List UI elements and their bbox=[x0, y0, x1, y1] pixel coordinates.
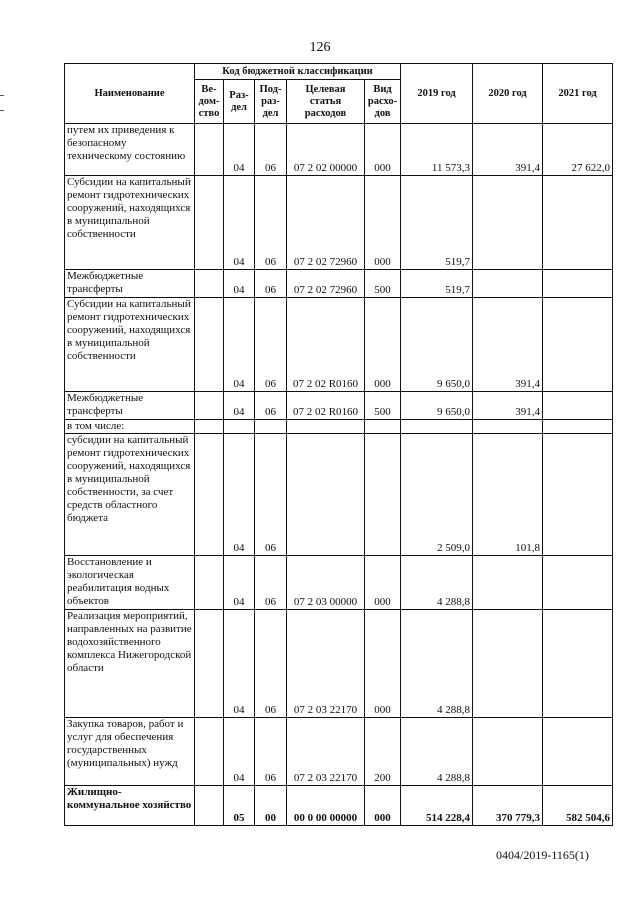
cell-razdel: 04 bbox=[224, 176, 255, 270]
cell-2021 bbox=[543, 392, 613, 420]
cell-name: путем их приведения к безопасному техническому состоянию bbox=[65, 124, 195, 176]
cell-2020 bbox=[473, 420, 543, 434]
cell-2021: 27 622,0 bbox=[543, 124, 613, 176]
cell-podrazdel: 06 bbox=[255, 270, 287, 298]
cell-target: 00 0 00 00000 bbox=[287, 786, 365, 826]
cell-ved bbox=[195, 434, 224, 556]
table-row bbox=[65, 718, 613, 786]
cell-2020: 101,8 bbox=[473, 434, 543, 556]
cell-2019: 9 650,0 bbox=[401, 298, 473, 392]
cell-target: 07 2 02 72960 bbox=[287, 270, 365, 298]
cell-2019: 4 288,8 bbox=[401, 556, 473, 610]
cell-podrazdel: 06 bbox=[255, 124, 287, 176]
cell-razdel: 04 bbox=[224, 718, 255, 786]
cell-name: Субсидии на капитальный ремонт гидротехнических сооружений, находящихся в муниципальной собственности bbox=[65, 298, 195, 392]
cell-target: 07 2 02 00000 bbox=[287, 124, 365, 176]
header-razdel: Раз-дел bbox=[224, 80, 255, 124]
cell-vid: 000 bbox=[365, 610, 401, 718]
cell-podrazdel: 06 bbox=[255, 434, 287, 556]
table-row bbox=[65, 124, 613, 176]
cell-vid: 000 bbox=[365, 298, 401, 392]
cell-razdel: 04 bbox=[224, 610, 255, 718]
header-2021: 2021 год bbox=[543, 64, 613, 124]
cell-2019: 519,7 bbox=[401, 176, 473, 270]
cell-razdel: 04 bbox=[224, 556, 255, 610]
cell-podrazdel: 06 bbox=[255, 176, 287, 270]
table-row bbox=[65, 298, 613, 392]
cell-2020 bbox=[473, 610, 543, 718]
cell-2020 bbox=[473, 556, 543, 610]
cell-2019: 4 288,8 bbox=[401, 610, 473, 718]
cell-2021 bbox=[543, 610, 613, 718]
cell-ved bbox=[195, 124, 224, 176]
cell-podrazdel: 06 bbox=[255, 392, 287, 420]
cell-name: Межбюджетные трансферты bbox=[65, 392, 195, 420]
document-code: 0404/2019-1165(1) bbox=[496, 848, 589, 862]
cell-razdel bbox=[224, 420, 255, 434]
cell-ved bbox=[195, 270, 224, 298]
cell-2020: 370 779,3 bbox=[473, 786, 543, 826]
cell-podrazdel: 06 bbox=[255, 718, 287, 786]
cell-2019 bbox=[401, 420, 473, 434]
cell-2021 bbox=[543, 556, 613, 610]
table-row bbox=[65, 434, 613, 556]
cell-2021 bbox=[543, 434, 613, 556]
cell-2020 bbox=[473, 718, 543, 786]
table-header bbox=[65, 64, 613, 124]
header-target: Целевая статья расходов bbox=[287, 80, 365, 124]
cell-2019: 519,7 bbox=[401, 270, 473, 298]
table-row bbox=[65, 176, 613, 270]
cell-vid bbox=[365, 420, 401, 434]
cell-ved bbox=[195, 610, 224, 718]
cell-vid: 000 bbox=[365, 124, 401, 176]
cell-2021 bbox=[543, 270, 613, 298]
table-row bbox=[65, 420, 613, 434]
cell-podrazdel: 06 bbox=[255, 610, 287, 718]
cell-name: Субсидии на капитальный ремонт гидротехнических сооружений, находящихся в муниципальной собственности bbox=[65, 176, 195, 270]
cell-target: 07 2 02 R0160 bbox=[287, 298, 365, 392]
table-row bbox=[65, 392, 613, 420]
cell-target bbox=[287, 420, 365, 434]
cell-vid bbox=[365, 434, 401, 556]
cell-ved bbox=[195, 556, 224, 610]
table-row bbox=[65, 556, 613, 610]
cell-vid: 000 bbox=[365, 556, 401, 610]
cell-2020: 391,4 bbox=[473, 124, 543, 176]
cell-razdel: 04 bbox=[224, 124, 255, 176]
header-vid: Вид расхо-дов bbox=[365, 80, 401, 124]
cell-vid: 000 bbox=[365, 786, 401, 826]
table-row bbox=[65, 270, 613, 298]
cell-name: субсидии на капитальный ремонт гидротехнических сооружений, находящихся в муниципальной собственности, за счет средств областного бюджета bbox=[65, 434, 195, 556]
table-row bbox=[65, 610, 613, 718]
cell-razdel: 04 bbox=[224, 270, 255, 298]
header-name: Наименование bbox=[65, 64, 195, 124]
margin-mark bbox=[0, 110, 4, 111]
cell-ved bbox=[195, 420, 224, 434]
header-classification: Код бюджетной классификации bbox=[195, 64, 401, 80]
cell-target: 07 2 03 00000 bbox=[287, 556, 365, 610]
page-number: 126 bbox=[309, 40, 331, 55]
cell-name: Восстановление и экологическая реабилитация водных объектов bbox=[65, 556, 195, 610]
cell-2019: 4 288,8 bbox=[401, 718, 473, 786]
cell-vid: 500 bbox=[365, 392, 401, 420]
cell-name: Межбюджетные трансферты bbox=[65, 270, 195, 298]
cell-2021 bbox=[543, 176, 613, 270]
cell-ved bbox=[195, 392, 224, 420]
cell-name: в том числе: bbox=[65, 420, 195, 434]
header-2019: 2019 год bbox=[401, 64, 473, 124]
cell-razdel: 04 bbox=[224, 434, 255, 556]
margin-mark bbox=[0, 95, 4, 96]
cell-podrazdel: 06 bbox=[255, 298, 287, 392]
cell-name: Жилищно-коммунальное хозяйство bbox=[65, 786, 195, 826]
cell-vid: 500 bbox=[365, 270, 401, 298]
cell-target bbox=[287, 434, 365, 556]
cell-target: 07 2 03 22170 bbox=[287, 718, 365, 786]
cell-2021 bbox=[543, 420, 613, 434]
cell-2021: 582 504,6 bbox=[543, 786, 613, 826]
cell-2020 bbox=[473, 270, 543, 298]
cell-vid: 000 bbox=[365, 176, 401, 270]
header-2020: 2020 год bbox=[473, 64, 543, 124]
cell-razdel: 04 bbox=[224, 298, 255, 392]
cell-2020: 391,4 bbox=[473, 298, 543, 392]
budget-table bbox=[64, 63, 613, 826]
header-vedomstvo: Ве-дом-ство bbox=[195, 80, 224, 124]
cell-2021 bbox=[543, 718, 613, 786]
cell-name: Реализация мероприятий, направленных на развитие водохозяйственного комплекса Нижегородской области bbox=[65, 610, 195, 718]
cell-2019: 9 650,0 bbox=[401, 392, 473, 420]
cell-razdel: 04 bbox=[224, 392, 255, 420]
cell-2021 bbox=[543, 298, 613, 392]
cell-ved bbox=[195, 718, 224, 786]
cell-vid: 200 bbox=[365, 718, 401, 786]
cell-2019: 11 573,3 bbox=[401, 124, 473, 176]
cell-target: 07 2 02 R0160 bbox=[287, 392, 365, 420]
cell-ved bbox=[195, 298, 224, 392]
cell-ved bbox=[195, 786, 224, 826]
cell-2020: 391,4 bbox=[473, 392, 543, 420]
cell-ved bbox=[195, 176, 224, 270]
cell-target: 07 2 02 72960 bbox=[287, 176, 365, 270]
cell-2020 bbox=[473, 176, 543, 270]
cell-2019: 2 509,0 bbox=[401, 434, 473, 556]
cell-podrazdel: 00 bbox=[255, 786, 287, 826]
cell-target: 07 2 03 22170 bbox=[287, 610, 365, 718]
table-row bbox=[65, 786, 613, 826]
cell-podrazdel: 06 bbox=[255, 556, 287, 610]
cell-2019: 514 228,4 bbox=[401, 786, 473, 826]
cell-podrazdel bbox=[255, 420, 287, 434]
header-podrazdel: Под-раз-дел bbox=[255, 80, 287, 124]
cell-name: Закупка товаров, работ и услуг для обеспечения государственных (муниципальных) нужд bbox=[65, 718, 195, 786]
cell-razdel: 05 bbox=[224, 786, 255, 826]
